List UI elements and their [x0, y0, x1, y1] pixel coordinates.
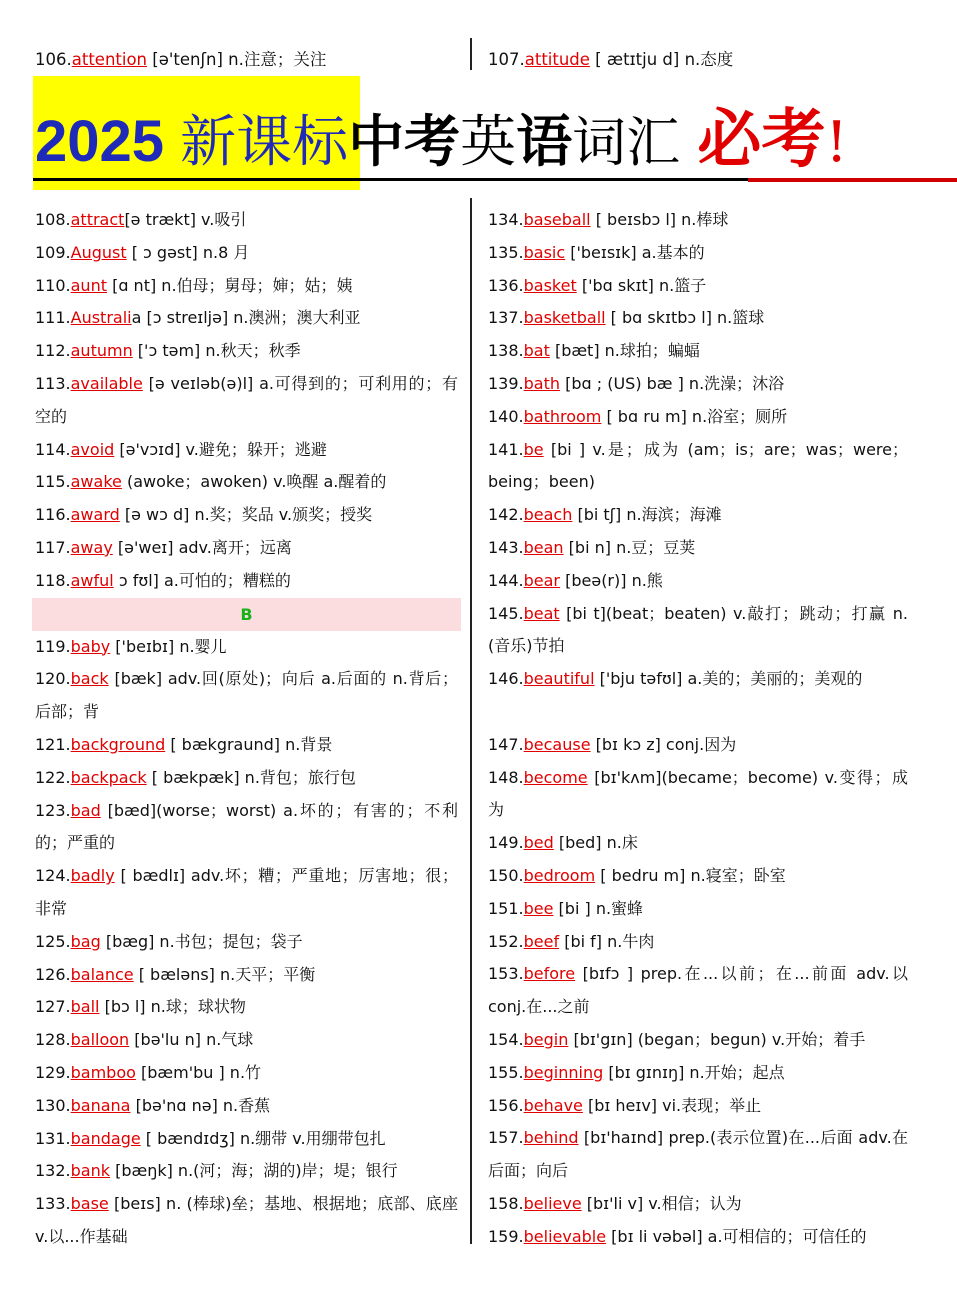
entry-number: 131. — [35, 1128, 71, 1148]
entry-word-link[interactable]: award — [70, 505, 120, 525]
entry-definition: [ə wɔ d] n.奖；奖品 v.颁奖；授奖 — [119, 505, 373, 525]
entry-number: 111. — [35, 308, 71, 328]
right-column — [488, 204, 908, 1254]
vocab-entry — [35, 466, 458, 499]
title-zhongkao: 中考 — [348, 110, 461, 175]
entry-number: 115. — [35, 472, 71, 492]
entry-number: 154. — [488, 1029, 524, 1049]
entry-number: 135. — [488, 242, 524, 262]
vocab-entry — [488, 1122, 908, 1188]
entry-definition: [bed] n.床 — [553, 833, 638, 853]
entry-number: 129. — [35, 1062, 71, 1082]
vocab-entry — [488, 827, 908, 860]
entry-word-link[interactable]: backpack — [70, 767, 147, 787]
entry-number: 126. — [35, 964, 71, 984]
vocab-entry — [35, 1090, 458, 1123]
entry-definition: [ bɑ skɪtbɔ l] n.篮球 — [605, 308, 765, 328]
entry-definition: [ə'vɔɪd] v.避免；躲开；逃避 — [114, 439, 327, 459]
entry-definition: [bɪ'gɪn] (began；begun) v.开始；着手 — [568, 1029, 866, 1049]
entry-definition: [beɪs] n. (棒球)垒；基地、根据地；底部、底座 v.以...作基础 — [35, 1194, 458, 1246]
entry-definition: [ bɑ ru m] n.浴室；厕所 — [601, 406, 788, 426]
vocab-entry — [488, 663, 908, 696]
entry-number: 146. — [488, 669, 524, 689]
entry-word-link[interactable]: autumn — [70, 341, 133, 361]
entry-word-link[interactable]: behave — [523, 1095, 583, 1115]
entry-definition: [bɪ heɪv] vi.表现；举止 — [582, 1095, 762, 1115]
vocab-entry — [488, 237, 908, 270]
entry-word-link[interactable]: background — [70, 734, 166, 754]
entry-definition: [ bæləns] n.天平；平衡 — [133, 964, 316, 984]
entry-number: 116. — [35, 505, 71, 525]
entry-number: 120. — [35, 669, 71, 689]
entry-definition: [ə'weɪ] adv.离开；远离 — [112, 537, 292, 557]
title-underline-red — [748, 178, 957, 182]
top-entries-row — [0, 40, 957, 80]
entry-number: 123. — [35, 800, 71, 820]
vocab-entry — [35, 532, 458, 565]
entry-word-link[interactable]: beef — [523, 931, 560, 951]
vocab-entry — [488, 1188, 908, 1221]
top-column-divider — [470, 38, 472, 70]
entry-definition: [bi t](beat；beaten) v.敲打；跳动；打赢 n.(音乐)节拍 — [488, 603, 908, 656]
entry-number: 141. — [488, 439, 524, 459]
vocab-entry — [35, 204, 458, 237]
entry-number: 158. — [488, 1193, 524, 1213]
entry-word-link[interactable]: ball — [70, 997, 100, 1017]
entry-definition: [bi ] n.蜜蜂 — [553, 898, 644, 918]
vocab-entry — [488, 926, 908, 959]
vocab-entry — [35, 1188, 458, 1254]
vocab-entry — [35, 762, 458, 795]
entry-word-link[interactable]: believable — [523, 1226, 607, 1246]
entry-word-link[interactable]: bath — [523, 373, 560, 393]
entry-number: 142. — [488, 505, 524, 525]
left-column — [35, 204, 458, 1254]
entry-word-link[interactable]: become — [523, 767, 588, 787]
vocab-entry — [35, 1057, 458, 1090]
entry-word-link[interactable]: beginning — [523, 1062, 604, 1082]
entry-word-link[interactable]: bat — [523, 341, 550, 361]
entry-word-link[interactable]: August — [70, 242, 127, 262]
entry-word-link[interactable]: because — [523, 734, 591, 754]
entry-word-link[interactable]: be — [523, 439, 544, 459]
vocab-entry — [488, 1221, 908, 1254]
entry-definition: [bɪfɔ ] prep.在...以前；在...前面 adv.以 conj.在...之前 — [488, 964, 908, 1017]
vocab-entry — [488, 499, 908, 532]
vocab-entry — [488, 368, 908, 401]
vocab-entry — [35, 1123, 458, 1156]
entry-number: 143. — [488, 537, 524, 557]
entry-number: 134. — [488, 210, 524, 229]
entry-number: 118. — [35, 570, 71, 590]
entry-number: 137. — [488, 308, 524, 328]
entry-definition: [bɑ ; (US) bæ ] n.洗澡；沐浴 — [560, 373, 785, 393]
entry-definition: [ ætɪtju d] n.态度 — [589, 50, 734, 69]
entry-definition: [ beɪsbɔ l] n.棒球 — [590, 210, 729, 229]
entry-word-link[interactable]: awful — [70, 570, 114, 590]
entry-number: 124. — [35, 866, 71, 886]
entry-definition: [bi tʃ] n.海滨；海滩 — [572, 505, 722, 525]
entry-word-link[interactable]: behind — [523, 1128, 579, 1148]
entry-106 — [35, 46, 326, 70]
entry-definition: ['beɪbɪ] n.婴儿 — [110, 636, 227, 656]
vocab-entry — [488, 1057, 908, 1090]
entry-number: 155. — [488, 1062, 524, 1082]
entry-definition: [ bedru m] n.寝室；卧室 — [595, 865, 786, 885]
vocab-entry — [35, 237, 458, 270]
entry-definition: [ bædlɪ] adv.坏；糟；严重地；厉害地；很；非常 — [35, 866, 458, 918]
title-bikao: 必考 — [697, 103, 826, 177]
vocab-entry — [35, 631, 458, 664]
entry-number: 125. — [35, 931, 71, 951]
entry-word-link[interactable]: beach — [523, 505, 573, 525]
vocab-entry — [488, 335, 908, 368]
entry-definition: [bɪ'kʌm](became；become) v.变得；成为 — [488, 767, 908, 820]
entry-word-link[interactable]: banana — [70, 1095, 131, 1115]
vocab-entry — [488, 270, 908, 303]
vocab-entry — [488, 958, 908, 1024]
vocab-entry — [488, 434, 908, 500]
entry-number: 127. — [35, 997, 71, 1017]
entry-word-link[interactable]: awake — [70, 472, 122, 492]
entry-number: 109. — [35, 242, 71, 262]
entry-number: 110. — [35, 275, 71, 295]
title-yu: 语 — [516, 110, 573, 175]
entry-number: 152. — [488, 931, 524, 951]
entry-word-link[interactable]: bee — [523, 898, 554, 918]
vocab-entry — [35, 663, 458, 729]
entry-number: 114. — [35, 439, 71, 459]
entry-word-link[interactable]: balloon — [70, 1030, 130, 1050]
entry-number: 145. — [488, 603, 524, 623]
entry-word-link[interactable]: available — [70, 373, 143, 393]
entry-definition: ['bɑ skɪt] n.篮子 — [576, 275, 707, 295]
vocab-entry — [35, 959, 458, 992]
entry-definition: ɔ fʊl] a.可怕的；糟糕的 — [113, 570, 291, 590]
entry-number: 153. — [488, 964, 524, 984]
vocab-entry — [35, 729, 458, 762]
page-title — [35, 90, 848, 190]
entry-definition: [bə'lu n] n.气球 — [129, 1030, 254, 1050]
vocab-entry — [35, 926, 458, 959]
entry-word-link[interactable]: attention — [71, 50, 148, 69]
entry-number: 148. — [488, 767, 524, 787]
entry-number: 128. — [35, 1030, 71, 1050]
vocab-entry — [35, 860, 458, 926]
title-cihui: 词汇 — [572, 111, 698, 174]
entry-word-link[interactable]: bed — [523, 833, 554, 853]
entry-definition: [bɪ gɪnɪŋ] n.开始；起点 — [603, 1062, 785, 1082]
entry-number: 150. — [488, 865, 524, 885]
entry-definition: [bi n] n.豆；豆荚 — [563, 537, 696, 557]
entry-definition: [bi ] v.是；成为 (am；is；are；was；were；being；been) — [488, 439, 908, 492]
title-year: 2025 — [35, 109, 181, 174]
entry-word-link[interactable]: back — [70, 669, 109, 689]
vocab-entry — [35, 991, 458, 1024]
entry-definition: ['ɔ təm] n.秋天；秋季 — [132, 341, 301, 361]
entry-number: 130. — [35, 1095, 71, 1115]
vocab-entry — [488, 1090, 908, 1123]
entry-word-link[interactable]: believe — [523, 1193, 582, 1213]
entry-definition: [ ɔ gəst] n.8 月 — [126, 242, 250, 262]
title-new-curriculum: 新课标 — [180, 110, 349, 175]
vocab-entry — [488, 598, 908, 664]
entry-word-link[interactable]: baby — [70, 636, 111, 656]
title-ying: 英 — [460, 110, 517, 175]
entry-word-link[interactable]: beautiful — [523, 669, 595, 689]
entry-number: 122. — [35, 767, 71, 787]
vocab-entry — [488, 401, 908, 434]
entry-number: 149. — [488, 833, 524, 853]
vocab-entry — [488, 729, 908, 762]
entry-definition: [bɔ l] n.球；球状物 — [99, 997, 246, 1017]
entry-definition: (awoke；awoken) v.唤醒 a.醒着的 — [121, 472, 387, 492]
entry-word-link[interactable]: attract — [70, 210, 125, 229]
vocab-entry — [35, 1155, 458, 1188]
entry-number: 132. — [35, 1161, 71, 1181]
vocab-entry — [35, 1024, 458, 1057]
entry-word-link[interactable]: basketball — [523, 308, 606, 328]
entry-word-link[interactable]: bad — [70, 800, 101, 820]
entry-word-link[interactable]: basic — [523, 242, 566, 262]
vocab-entry — [488, 893, 908, 926]
vocab-entry — [488, 860, 908, 893]
entry-number: 144. — [488, 570, 524, 590]
entry-number: 159. — [488, 1226, 524, 1246]
entry-word-link[interactable]: badly — [70, 866, 115, 886]
vocab-entry — [35, 795, 458, 861]
entry-107 — [488, 46, 733, 70]
vocab-entry — [488, 532, 908, 565]
entry-definition: [bæt] n.球拍；蝙蝠 — [549, 341, 700, 361]
entry-definition: [ bækpæk] n.背包；旅行包 — [146, 767, 356, 787]
vocab-entry — [35, 368, 458, 434]
entry-definition: [ bændɪdʒ] n.绷带 v.用绷带包扎 — [140, 1128, 386, 1148]
entry-definition: [ə'tenʃn] n.注意；关注 — [147, 50, 327, 69]
entry-definition: [beə(r)] n.熊 — [560, 570, 663, 590]
entry-definition: [bi f] n.牛肉 — [559, 931, 655, 951]
entry-word-link[interactable]: bathroom — [523, 406, 602, 426]
vocab-entry — [488, 302, 908, 335]
entry-number: 106. — [35, 50, 72, 69]
entry-word-link[interactable]: base — [70, 1194, 109, 1214]
entry-number: 139. — [488, 373, 524, 393]
entry-word-link[interactable]: avoid — [70, 439, 115, 459]
entry-definition: [ɑ nt] n.伯母；舅母；婶；姑；姨 — [106, 275, 353, 295]
section-header-b: B — [32, 598, 461, 631]
entry-definition: ['beɪsɪk] a.基本的 — [565, 242, 705, 262]
entry-word-link[interactable]: away — [70, 537, 113, 557]
entry-word-link[interactable]: balance — [70, 964, 134, 984]
entry-definition: a [ɔ streɪljə] n.澳洲；澳大利亚 — [131, 308, 361, 328]
entry-definition: [bæg] n.书包；提包；袋子 — [100, 931, 303, 951]
vocab-entry — [488, 1024, 908, 1057]
vocab-entry — [488, 204, 908, 237]
entry-number: 133. — [35, 1194, 71, 1214]
entry-word-link[interactable]: before — [523, 964, 576, 984]
entry-definition: [ə veɪləb(ə)l] a.可得到的；可利用的；有空的 — [35, 373, 458, 426]
entry-number: 112. — [35, 341, 71, 361]
vocab-entry — [35, 434, 458, 467]
entry-definition: [bæk] adv.回(原处)；向后 a.后面的 n.背后；后部；背 — [35, 669, 458, 722]
entry-definition: [bɪ kɔ z] conj.因为 — [590, 734, 737, 754]
entry-word-link[interactable]: basket — [523, 275, 577, 295]
entry-word-link[interactable]: bedroom — [523, 865, 596, 885]
entry-word-link[interactable]: bank — [70, 1161, 110, 1181]
entry-number: 136. — [488, 275, 524, 295]
entry-number: 140. — [488, 406, 524, 426]
entry-number: 119. — [35, 636, 71, 656]
entry-definition: [ə trækt] v.吸引 — [124, 210, 247, 229]
vocab-entry — [35, 302, 458, 335]
vocab-entry — [488, 762, 908, 828]
column-divider — [470, 198, 472, 1244]
entry-word-link[interactable]: bear — [523, 570, 561, 590]
entry-number: 138. — [488, 341, 524, 361]
entry-word-link[interactable]: baseball — [523, 210, 591, 229]
entry-word-link[interactable]: attitude — [524, 50, 590, 69]
entry-word-link[interactable]: begin — [523, 1029, 569, 1049]
entry-number: 107. — [488, 50, 525, 69]
entry-definition: [bɪ li vəbəl] a.可相信的；可信任的 — [606, 1226, 867, 1246]
vocab-entry — [488, 565, 908, 598]
entry-word-link[interactable]: bag — [70, 931, 101, 951]
entry-definition: [bɪ'haɪnd] prep.(表示位置)在...后面 adv.在后面；向后 — [488, 1128, 908, 1181]
entry-definition: [bæŋk] n.(河；海；湖的)岸；堤；银行 — [110, 1161, 398, 1181]
entry-definition: [bɪ'li v] v.相信；认为 — [581, 1193, 742, 1213]
entry-number: 121. — [35, 734, 71, 754]
vocab-entry — [35, 565, 458, 598]
entry-definition: ['bju təfʊl] a.美的；美丽的；美观的 — [594, 669, 863, 689]
entry-number: 108. — [35, 210, 71, 229]
entry-number: 156. — [488, 1095, 524, 1115]
vocab-entry — [35, 499, 458, 532]
entry-word-link[interactable]: bandage — [70, 1128, 141, 1148]
entry-number: 157. — [488, 1128, 524, 1148]
entry-definition: [bæd](worse；worst) a.坏的；有害的；不利的；严重的 — [35, 800, 458, 853]
blank-line — [488, 696, 908, 729]
entry-number: 147. — [488, 734, 524, 754]
entry-number: 113. — [35, 373, 71, 393]
entry-definition: [bə'nɑ nə] n.香蕉 — [130, 1095, 271, 1115]
entry-word-link[interactable]: beat — [523, 603, 560, 623]
entry-number: 151. — [488, 898, 524, 918]
entry-definition: [ bækgraund] n.背景 — [165, 734, 333, 754]
title-underline-black — [33, 178, 748, 181]
vocab-entry — [35, 270, 458, 303]
entry-word-link[interactable]: Australi — [70, 308, 132, 328]
title-exclamation: ! — [825, 110, 848, 175]
entry-number: 117. — [35, 537, 71, 557]
entry-word-link[interactable]: bamboo — [70, 1062, 136, 1082]
entry-definition: [bæm'bu ] n.竹 — [135, 1062, 262, 1082]
entry-word-link[interactable]: bean — [523, 537, 564, 557]
vocab-entry — [35, 335, 458, 368]
entry-word-link[interactable]: aunt — [70, 275, 107, 295]
